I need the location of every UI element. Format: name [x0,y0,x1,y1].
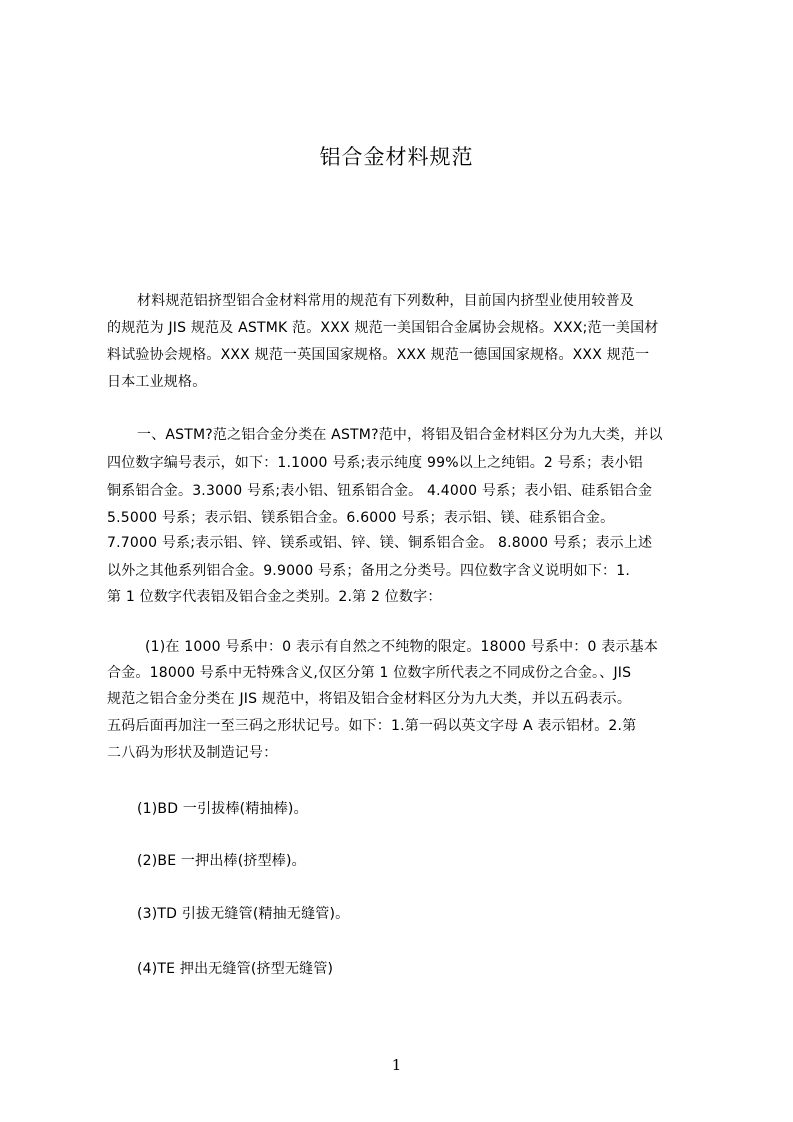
list-item-4: (4)TE 押出无缝管(挤型无缝管) [137,961,334,977]
paragraph-3-line-4: 五码后面再加注一至三码之形状记号。如下：1.第一码以英文字母 A 表示铝材。2.第 [107,718,637,734]
paragraph-2-line-1: 一、ASTM?范之铝合金分类在 ASTM?范中，将铝及铝合金材料区分为九大类，并以 [137,427,663,443]
paragraph-1-line-4: 日本工业规格。 [107,374,207,390]
page-number: 1 [391,1056,402,1074]
paragraph-3-line-2: 合金。18000 号系中无特殊含义,仅区分第 1 位数字所代表之不同成份之合金。、JIS [107,665,632,681]
paragraph-1-line-3: 料试验协会规格。XXX 规范一英国国家规格。XXX 规范一德国国家规格。XXX 规范一 [107,347,650,363]
paragraph-2-line-7: 第 1 位数字代表铝及铝合金之类别。2.第 2 位数字： [107,589,442,605]
list-item-1: (1)BD 一引拔棒(精抽棒)。 [137,801,308,817]
paragraph-1-line-2: 的规范为 JIS 规范及 ASTMK 范。XXX 规范一美国铝合金属协会规格。XXX;范一美国材 [107,320,659,336]
paragraph-2-line-6: 以外之其他系列铝合金。9.9000 号系；备用之分类号。四位数字含义说明如下：1. [107,563,630,579]
paragraph-3-line-5: 二八码为形状及制造记号： [107,745,278,761]
paragraph-3-line-3: 规范之铝合金分类在 JIS 规范中，将铝及铝合金材料区分为九大类，并以五码表示。 [107,691,632,707]
paragraph-2-line-5: 7.7000 号系;表示铝、锌、镁系或铝、锌、镁、铜系铝合金。 8.8000 号系；表示上述 [107,535,653,551]
paragraph-2-line-2: 四位数字编号表示，如下：1.1000 号系;表示纯度 99%以上之纯铝。2 号系；表小铝 [107,455,643,471]
paragraph-2-line-4: 5.5000 号系；表示铝、镁系铝合金。6.6000 号系；表示铝、镁、硅系铝合金。 [107,510,615,526]
paragraph-3-line-1: (1)在 1000 号系中：0 表示有自然之不纯物的限定。18000 号系中：0 表示基本 [145,639,659,655]
list-item-3: (3)TD 引拔无缝管(精抽无缝管)。 [137,906,350,922]
document-title: 铝合金材料规范 [319,145,474,169]
paragraph-1-line-1: 材料规范铝挤型铝合金材料常用的规范有下列数种，目前国内挤型业使用较普及 [137,293,634,309]
paragraph-2-line-3: 铜系铝合金。3.3000 号系;表小铝、钮系铝合金。 4.4000 号系；表小铝、硅系铝合金 [107,483,653,499]
list-item-2: (2)BE 一押出棒(挤型棒)。 [137,853,306,869]
